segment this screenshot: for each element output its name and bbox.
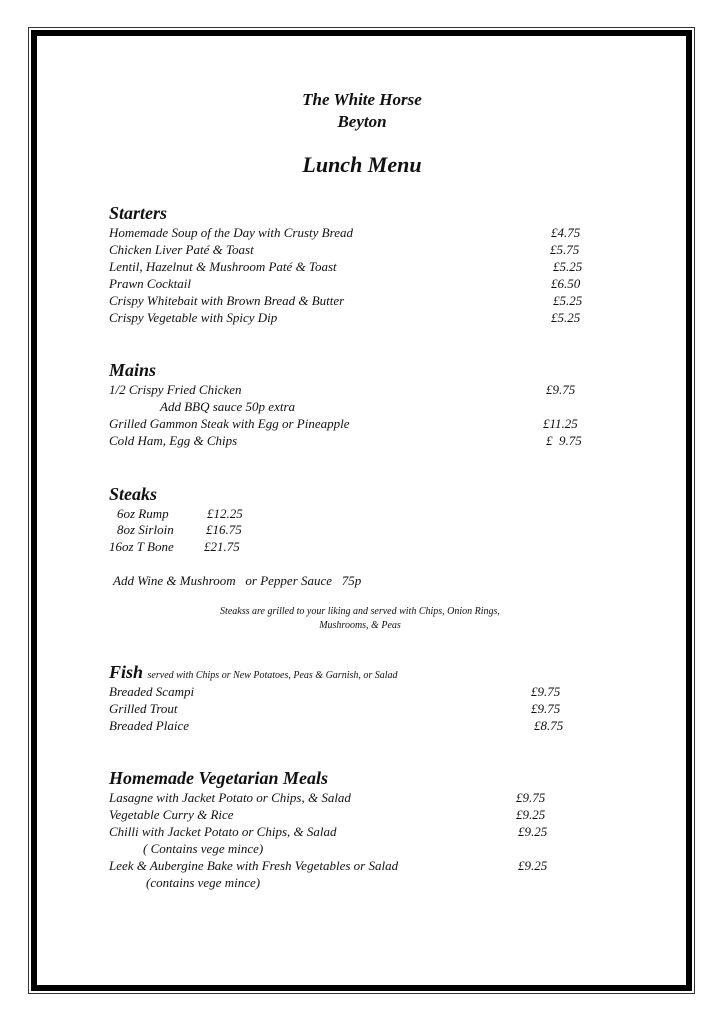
menu-item: Chicken Liver Paté & Toast — [109, 242, 254, 257]
menu-price: £4.75 — [551, 225, 581, 240]
fish-title: Fish — [109, 662, 144, 682]
fish-subtitle: served with Chips or New Potatoes, Peas & Garnish, or Salad — [147, 670, 398, 681]
menu-item: Breaded Plaice — [109, 718, 190, 733]
menu-item: Homemade Soup of the Day with Crusty Bread — [109, 225, 353, 240]
menu-item: 6oz Rump — [117, 506, 169, 521]
menu-price: £ 9.75 — [546, 433, 582, 448]
menu-item: Chilli with Jacket Potato or Chips, & Salad — [109, 824, 337, 839]
steak-serving-note: Steakss are grilled to your liking and served with Chips, Onion Rings, — [220, 606, 500, 617]
menu-price: £11.25 — [543, 416, 578, 431]
menu-price: £5.75 — [550, 242, 580, 257]
menu-price: £9.75 — [516, 790, 546, 805]
menu-item: Vegetable Curry & Rice — [109, 807, 234, 822]
menu-price: £9.25 — [518, 824, 548, 839]
venue-name: The White Horse — [302, 90, 422, 109]
menu-price: £16.75 — [206, 522, 242, 537]
menu-price: £5.25 — [553, 259, 583, 274]
section-title-fish — [109, 662, 398, 683]
menu-item: Cold Ham, Egg & Chips — [109, 433, 238, 448]
steak-sauce-note: Add Wine & Mushroom or Pepper Sauce 75p — [113, 573, 362, 588]
menu-item: Grilled Trout — [109, 701, 178, 716]
menu-item: 16oz T Bone — [109, 539, 174, 554]
menu-item: Lasagne with Jacket Potato or Chips, & Salad — [109, 790, 351, 805]
venue-location: Beyton — [337, 112, 387, 131]
menu-item-note: ( Contains vege mince) — [143, 841, 264, 856]
menu-item: 8oz Sirloin — [117, 522, 174, 537]
section-title-starters: Starters — [109, 203, 168, 223]
menu-price: £9.25 — [518, 858, 548, 873]
steak-serving-note: Mushrooms, & Peas — [319, 620, 401, 631]
section-title-vegetarian: Homemade Vegetarian Meals — [109, 768, 328, 788]
menu-price: £9.75 — [546, 382, 576, 397]
menu-item-note: Add BBQ sauce 50p extra — [160, 399, 296, 414]
menu-item: 1/2 Crispy Fried Chicken — [109, 382, 242, 397]
menu-item: Prawn Cocktail — [109, 276, 191, 291]
menu-item: Crispy Vegetable with Spicy Dip — [109, 310, 278, 325]
menu-item: Leek & Aubergine Bake with Fresh Vegetables or Salad — [109, 858, 399, 873]
menu-item: Grilled Gammon Steak with Egg or Pineapple — [109, 416, 350, 431]
section-title-mains: Mains — [109, 360, 157, 380]
menu-item: Breaded Scampi — [109, 684, 195, 699]
menu-item: Lentil, Hazelnut & Mushroom Paté & Toast — [109, 259, 337, 274]
menu-item: Crispy Whitebait with Brown Bread & Butter — [109, 293, 345, 308]
menu-price: £5.25 — [553, 293, 583, 308]
menu-price: £9.75 — [531, 684, 561, 699]
menu-price: £8.75 — [534, 718, 564, 733]
section-title-steaks: Steaks — [109, 484, 158, 504]
menu-price: £9.25 — [516, 807, 546, 822]
menu-price: £9.75 — [531, 701, 561, 716]
menu-price: £12.25 — [207, 506, 243, 521]
menu-price: £21.75 — [204, 539, 240, 554]
menu-price: £5.25 — [551, 310, 581, 325]
menu-title: Lunch Menu — [302, 152, 422, 177]
menu-price: £6.50 — [551, 276, 581, 291]
menu-item-note: (contains vege mince) — [146, 875, 261, 890]
